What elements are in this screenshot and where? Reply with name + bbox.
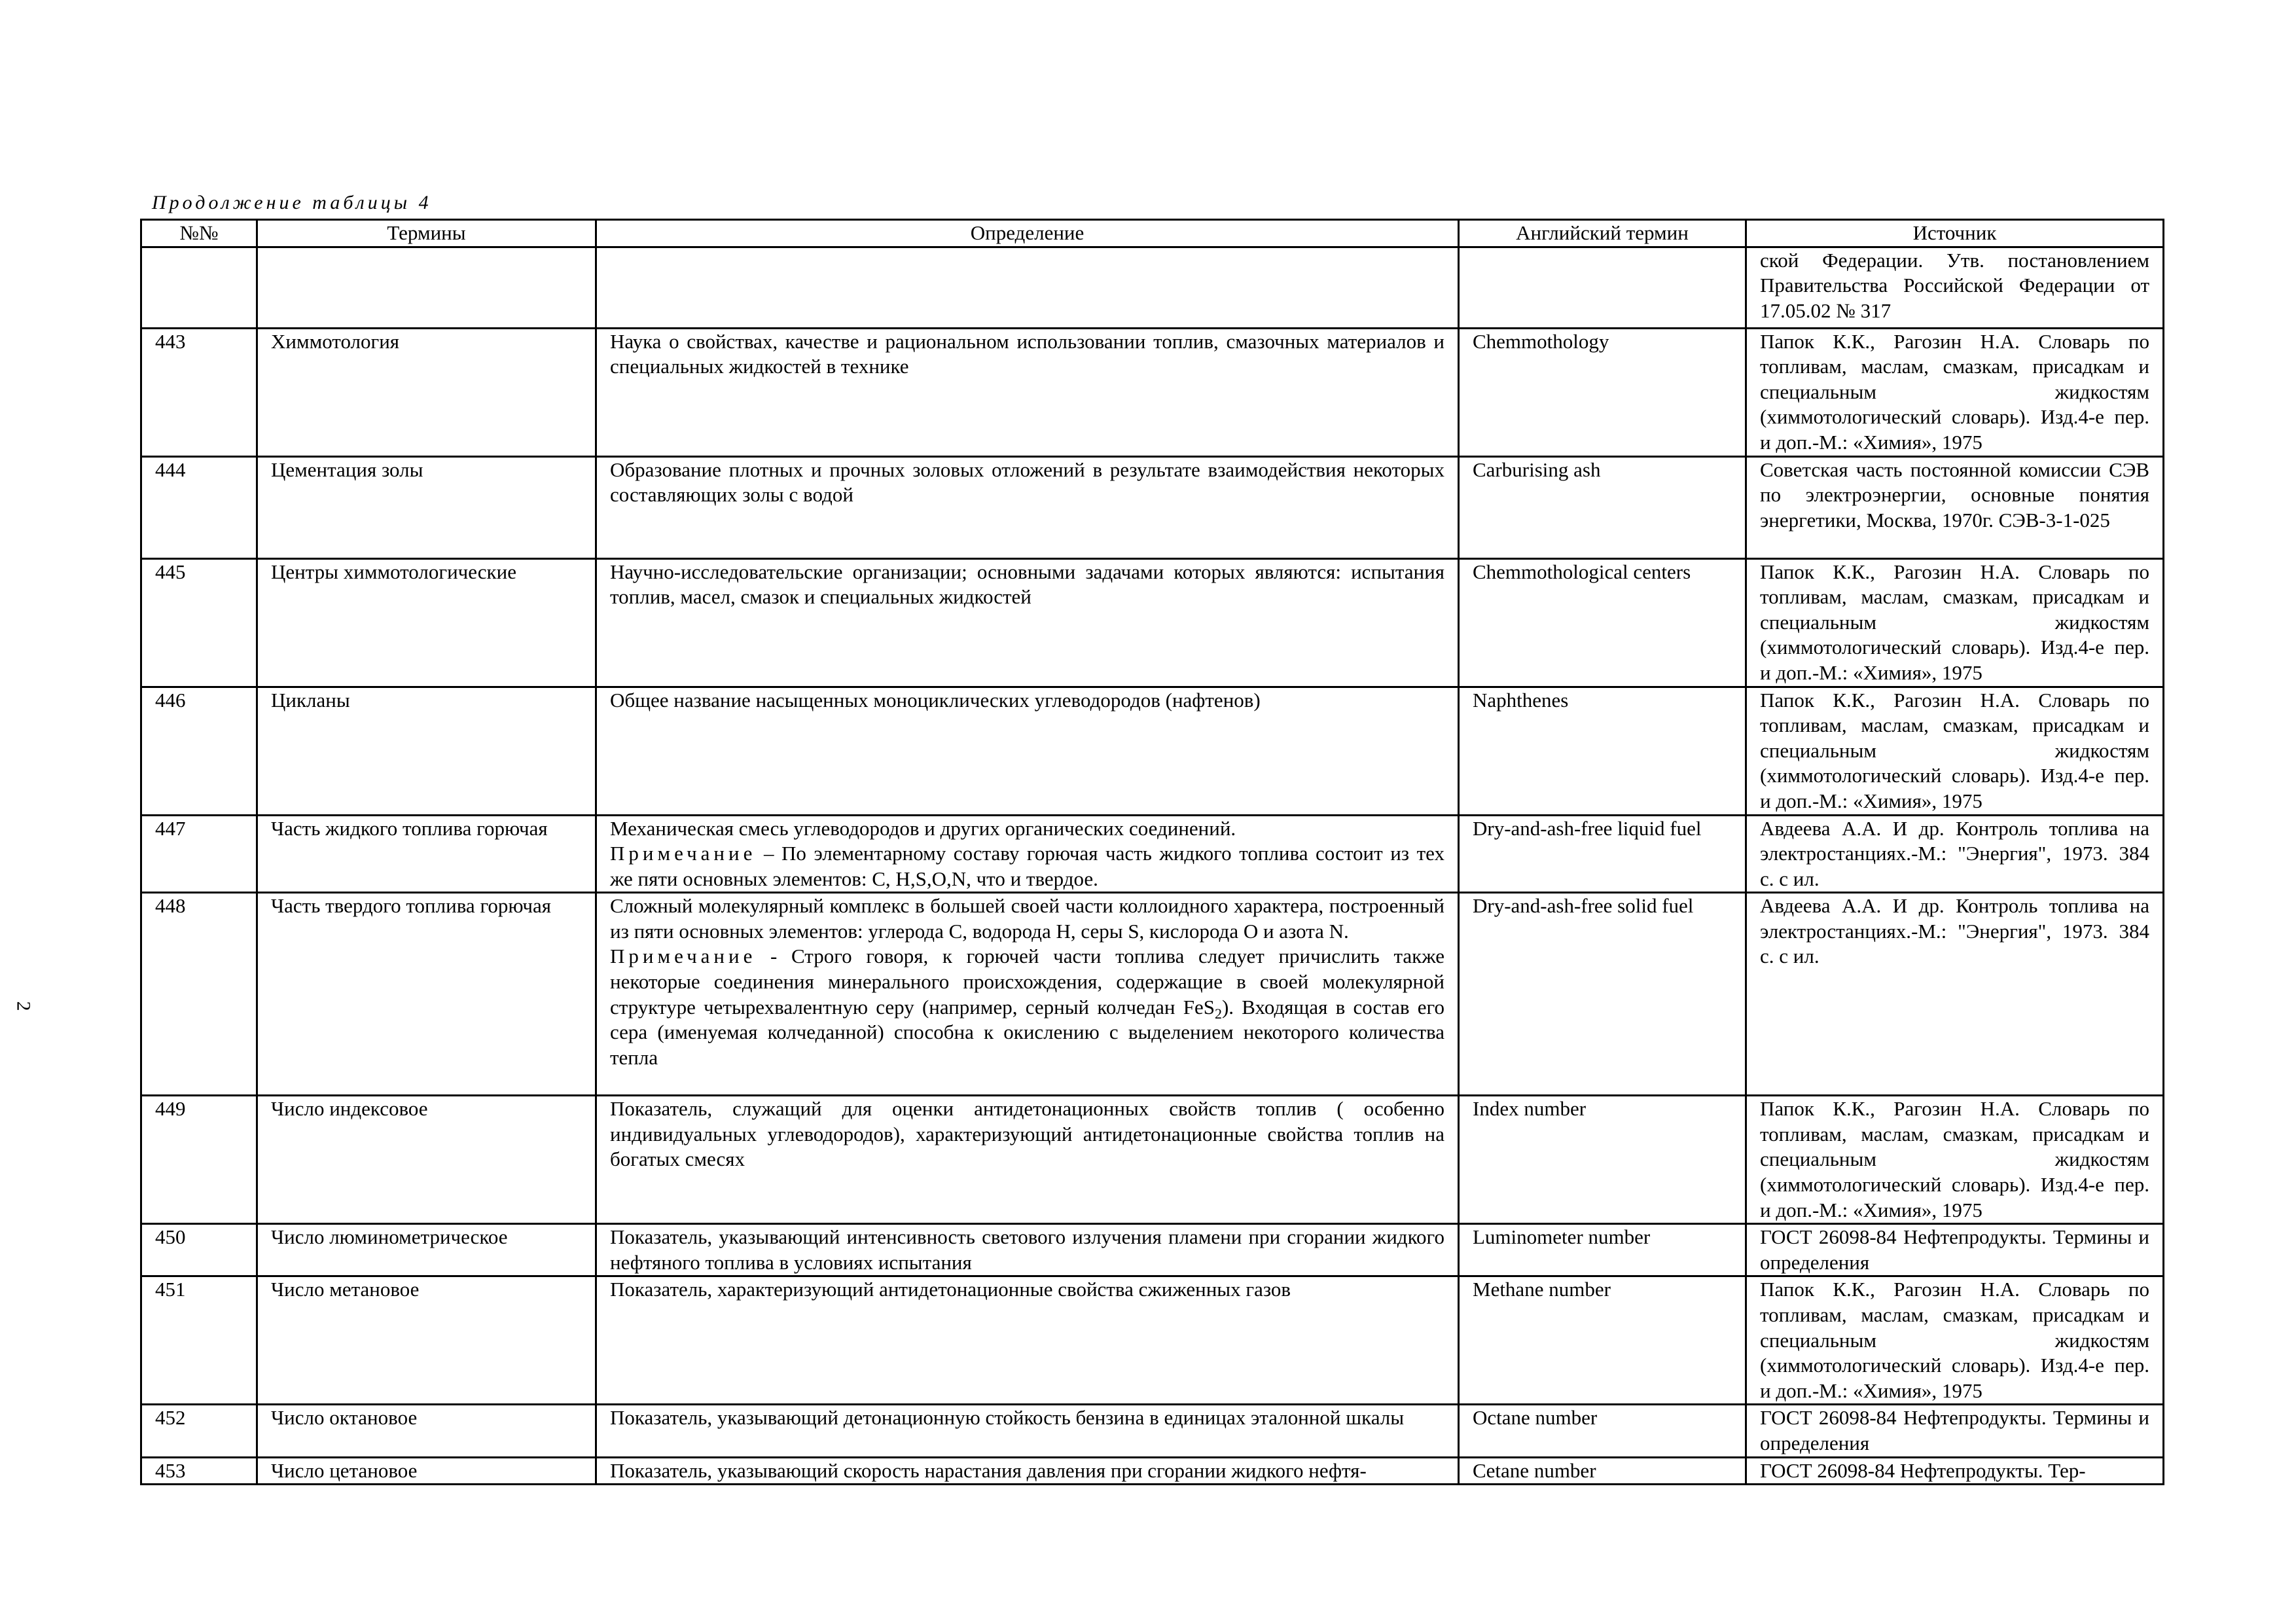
table-row <box>141 247 2164 328</box>
cell-definition: Показатель, указывающий скорость нарастания давления при сгорании жидкого нефтя- <box>596 1457 1459 1485</box>
cell-num: 451 <box>141 1276 257 1405</box>
cell-num: 447 <box>141 815 257 893</box>
cell-term: Число метановое <box>257 1276 596 1405</box>
cell-source: Советская часть постоянной комиссии СЭВ по электроэнергии, основные понятия энергетики, Москва, 1970г. СЭВ-3-1-025 <box>1746 456 2164 558</box>
note-text-continued: ). Входящая в состав его сера (именуемая колчеданной) способна к окислению с выделением некоторого количества тепла <box>610 995 1444 1069</box>
cell-term: Число индексовое <box>257 1096 596 1224</box>
cell-definition: Наука о свойствах, качестве и рациональном использовании топлив, смазочных материалов и специальных жидкостей в технике <box>596 328 1459 456</box>
table-row <box>141 328 2164 456</box>
cell-term: Центры химмотологические <box>257 558 596 687</box>
cell-source: Авдеева А.А. И др. Контроль топлива на электростанциях.-М.: "Энергия", 1973. 384 с. с ил. <box>1746 893 2164 1096</box>
cell-english: Methane number <box>1459 1276 1746 1405</box>
cell-source: Папок К.К., Рагозин Н.А. Словарь по топливам, маслам, смазкам, присадкам и специальным жидкостям (химмотологический словарь). Изд.4-е пер. и доп.-М.: «Химия», 1975 <box>1746 328 2164 456</box>
cell-source: Папок К.К., Рагозин Н.А. Словарь по топливам, маслам, смазкам, присадкам и специальным жидкостям (химмотологический словарь). Изд.4-е пер. и доп.-М.: «Химия», 1975 <box>1746 687 2164 815</box>
cell-source: ГОСТ 26098-84 Нефтепродукты. Термины и определения <box>1746 1224 2164 1276</box>
page-number: 2 <box>12 1001 35 1011</box>
note-text: - Строго говоря, к горючей части топлива следует причислить также некоторые соединения минерального происхождения, содержащие в своей молекулярной структуре четырехвалентную серу (например, серный колчедан FeS <box>610 945 1444 1019</box>
cell-definition: Образование плотных и прочных золовых отложений в результате взаимодействия некоторых составляющих золы с водой <box>596 456 1459 558</box>
header-term: Термины <box>257 220 596 247</box>
cell-definition <box>596 815 1459 893</box>
cell-definition: Показатель, характеризующий антидетонационные свойства сжиженных газов <box>596 1276 1459 1405</box>
cell-term: Число цетановое <box>257 1457 596 1485</box>
cell-source: ГОСТ 26098-84 Нефтепродукты. Термины и определения <box>1746 1405 2164 1457</box>
cell-source: Папок К.К., Рагозин Н.А. Словарь по топливам, маслам, смазкам, присадкам и специальным жидкостям (химмотологический словарь). Изд.4-е пер. и доп.-М.: «Химия», 1975 <box>1746 558 2164 687</box>
cell-term: Число люминометрическое <box>257 1224 596 1276</box>
table-row <box>141 687 2164 815</box>
cell-num: 446 <box>141 687 257 815</box>
terms-table <box>140 219 2164 1485</box>
header-english: Английский термин <box>1459 220 1746 247</box>
table-row <box>141 558 2164 687</box>
header-definition: Определение <box>596 220 1459 247</box>
header-source: Источник <box>1746 220 2164 247</box>
definition-text: Сложный молекулярный комплекс в большей своей части коллоидного характера, построенный из пяти основных элементов: углерода C, водорода H, серы S, кислорода O и азота N. <box>610 894 1444 943</box>
cell-definition <box>596 893 1459 1096</box>
table-header-row <box>141 220 2164 247</box>
cell-num: 450 <box>141 1224 257 1276</box>
cell-term: Цементация золы <box>257 456 596 558</box>
note-label: Примечание <box>610 842 757 865</box>
cell-definition: Общее название насыщенных моноциклических углеводородов (нафтенов) <box>596 687 1459 815</box>
cell-definition: Показатель, указывающий детонационную стойкость бензина в единицах эталонной шкалы <box>596 1405 1459 1457</box>
cell-english: Dry-and-ash-free liquid fuel <box>1459 815 1746 893</box>
cell-term <box>257 247 596 328</box>
cell-term: Цикланы <box>257 687 596 815</box>
cell-english: Dry-and-ash-free solid fuel <box>1459 893 1746 1096</box>
cell-english: Chemmothological centers <box>1459 558 1746 687</box>
cell-num: 448 <box>141 893 257 1096</box>
cell-definition: Показатель, служащий для оценки антидетонационных свойств топлив ( особенно индивидуальных углеводородов), характеризующий антидетонационные свойства топлив на богатых смесях <box>596 1096 1459 1224</box>
cell-term: Число октановое <box>257 1405 596 1457</box>
cell-english <box>1459 247 1746 328</box>
cell-num: 445 <box>141 558 257 687</box>
cell-definition <box>596 247 1459 328</box>
table-row <box>141 1224 2164 1276</box>
cell-num <box>141 247 257 328</box>
cell-term: Химмотология <box>257 328 596 456</box>
cell-num: 453 <box>141 1457 257 1485</box>
cell-source: ГОСТ 26098-84 Нефтепродукты. Тер- <box>1746 1457 2164 1485</box>
table-row <box>141 815 2164 893</box>
cell-english: Cetane number <box>1459 1457 1746 1485</box>
note-label: Примечание <box>610 945 757 968</box>
cell-english: Luminometer number <box>1459 1224 1746 1276</box>
cell-english: Naphthenes <box>1459 687 1746 815</box>
cell-num: 449 <box>141 1096 257 1224</box>
table-row <box>141 893 2164 1096</box>
cell-english: Carburising ash <box>1459 456 1746 558</box>
table-row <box>141 456 2164 558</box>
table-row <box>141 1096 2164 1224</box>
cell-english: Chemmothology <box>1459 328 1746 456</box>
cell-definition: Показатель, указывающий интенсивность светового излучения пламени при сгорании жидкого нефтяного топлива в условиях испытания <box>596 1224 1459 1276</box>
cell-num: 443 <box>141 328 257 456</box>
header-num: №№ <box>141 220 257 247</box>
table-row <box>141 1405 2164 1457</box>
cell-definition: Научно-исследовательские организации; основными задачами которых являются: испытания топлив, масел, смазок и специальных жидкостей <box>596 558 1459 687</box>
cell-source: Папок К.К., Рагозин Н.А. Словарь по топливам, маслам, смазкам, присадкам и специальным жидкостям (химмотологический словарь). Изд.4-е пер. и доп.-М.: «Химия», 1975 <box>1746 1096 2164 1224</box>
cell-source: ской Федерации. Утв. постановлением Правительства Российской Федерации от 17.05.02 № 317 <box>1746 247 2164 328</box>
cell-english: Index number <box>1459 1096 1746 1224</box>
table-caption: Продолжение таблицы 4 <box>152 192 432 213</box>
cell-english: Octane number <box>1459 1405 1746 1457</box>
table-row <box>141 1457 2164 1485</box>
cell-term: Часть жидкого топлива горючая <box>257 815 596 893</box>
cell-source: Папок К.К., Рагозин Н.А. Словарь по топливам, маслам, смазкам, присадкам и специальным жидкостям (химмотологический словарь). Изд.4-е пер. и доп.-М.: «Химия», 1975 <box>1746 1276 2164 1405</box>
cell-num: 444 <box>141 456 257 558</box>
cell-term: Часть твердого топлива горючая <box>257 893 596 1096</box>
subscript: 2 <box>1214 1005 1222 1022</box>
note-text: – По элементарному составу горючая часть жидкого топлива состоит из тех же пяти основных элементов: C, H,S,O,N, что и твердое. <box>610 842 1444 890</box>
cell-num: 452 <box>141 1405 257 1457</box>
definition-text: Механическая смесь углеводородов и других органических соединений. <box>610 816 1236 840</box>
cell-source: Авдеева А.А. И др. Контроль топлива на электростанциях.-М.: "Энергия", 1973. 384 с. с ил. <box>1746 815 2164 893</box>
table-row <box>141 1276 2164 1405</box>
